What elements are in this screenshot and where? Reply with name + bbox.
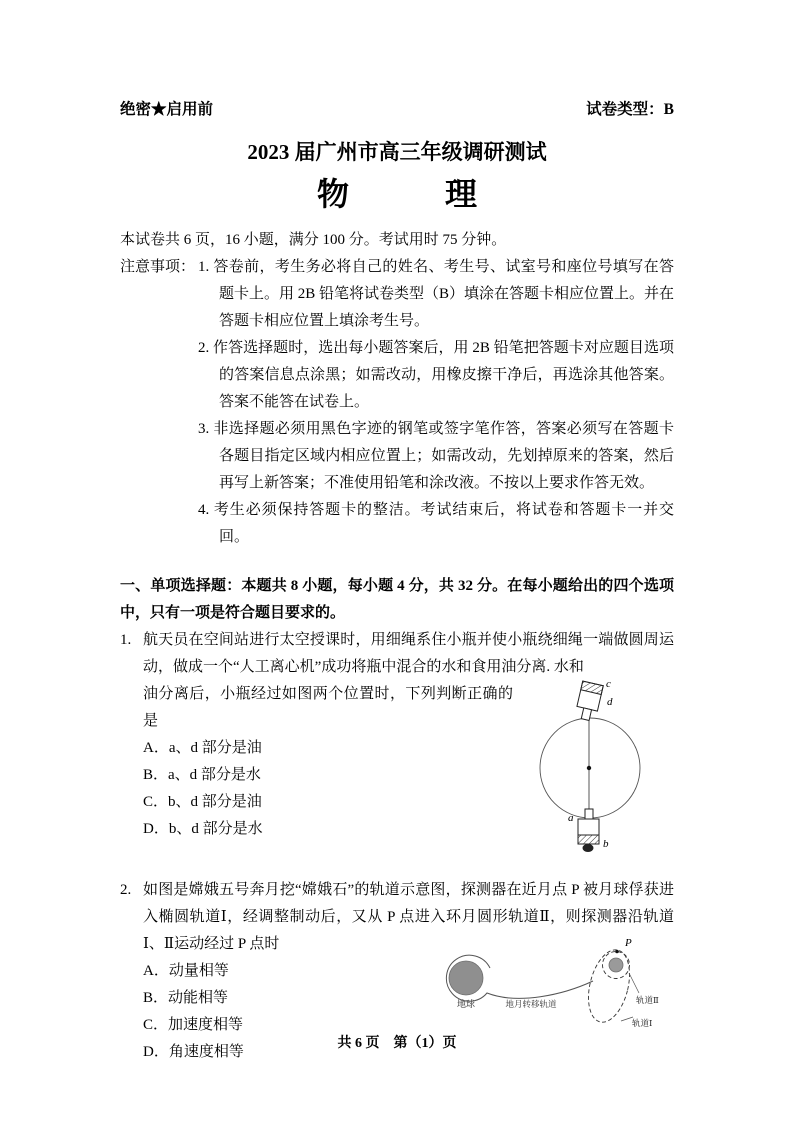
orbit-diagram (433, 933, 668, 1045)
option-c: C．加速度相等 (143, 1017, 244, 1033)
question-1-options (143, 735, 503, 843)
notice-item-3: 3. 非选择题必须用黑色字迹的钢笔或签字笔作答，答案必须写在答题卡各题目指定区域内相应位置上；如需改动，先划掉原来的答案，然后再写上新答案；不准使用铅笔和涂改液。不按以上要求作答无效。 (198, 421, 674, 491)
notice-block (120, 254, 674, 551)
question-1-text-continued: 油分离后，小瓶经过如图两个位置时，下列判断正确的是 (143, 686, 513, 729)
earth-label: 地球 (456, 999, 476, 1009)
bottom-bottle (578, 809, 599, 852)
label-c: c (606, 678, 611, 690)
top-bottle (574, 681, 603, 722)
exam-info-line: 本试卷共 6 页，16 小题，满分 100 分。考试用时 75 分钟。 (120, 232, 507, 248)
centrifuge-figure (524, 671, 674, 865)
subject-title: 物 理 (316, 176, 477, 212)
option-a: A．动量相等 (143, 963, 229, 979)
paper-header (120, 96, 674, 123)
question-1-text: 航天员在空间站进行太空授课时，用细绳系住小瓶并使小瓶绕细绳一端做圆周运动，做成一个“人工离心机”成功将瓶中混合的水和食用油分离. 水和 (143, 632, 674, 675)
option-d: D．角速度相等 (143, 1044, 244, 1060)
page-footer: 共 6 页 第（1）页 (337, 1036, 457, 1051)
transfer-orbit-label: 地月转移轨道 (505, 999, 557, 1009)
orbit-2-label: 轨道Ⅱ (636, 995, 659, 1005)
notice-item-4: 4. 考生必须保持答题卡的整洁。考试结束后，将试卷和答题卡一并交回。 (198, 502, 674, 545)
label-b: b (603, 838, 609, 850)
question-2-number: 2. (120, 882, 132, 898)
point-p-label: P (625, 937, 632, 949)
point-p-dot (615, 950, 619, 954)
notice-items (198, 254, 674, 551)
notice-item-1: 1. 答卷前，考生务必将自己的姓名、考生号、试室号和座位号填写在答题卡上。用 2B 铅笔将试卷类型（B）填涂在答题卡相应位置上。并在答题卡相应位置上填涂考生号。 (198, 259, 675, 329)
classification-label: 绝密★启用前 (120, 101, 214, 118)
notice-label: 注意事项： (120, 259, 196, 275)
notice-item-2: 2. 作答选择题时，选出每小题答案后，用 2B 铅笔把答题卡对应题目选项的答案信息点涂黑；如需改动，用橡皮擦干净后，再选涂其他答案。答案不能答在试卷上。 (198, 340, 674, 410)
option-b: B．动能相等 (143, 990, 229, 1006)
section-heading: 一、单项选择题：本题共 8 小题，每小题 4 分，共 32 分。在每小题给出的四个选项中，只有一项是符合题目要求的。 (120, 578, 674, 621)
question-2-text: 如图是嫦娥五号奔月挖“嫦娥石”的轨道示意图，探测器在近月点 P 被月球俘获进入椭圆轨道Ⅰ，经调整制动后，又从 P 点进入环月圆形轨道Ⅱ，则探测器沿轨道Ⅰ、Ⅱ运动经过 P 点时 (143, 882, 674, 952)
center-dot (587, 766, 591, 770)
paper-type-label: 试卷类型：B (586, 101, 674, 118)
label-d: d (607, 696, 613, 708)
centrifuge-diagram (524, 671, 674, 855)
question-1 (120, 627, 674, 857)
label-a: a (568, 812, 574, 824)
option-a: A．a、d 部分是油 (143, 740, 262, 756)
exam-title: 2023 届广州市高三年级调研测试 (247, 140, 547, 164)
option-d: D．b、d 部分是水 (143, 821, 263, 837)
orbit-1-label: 轨道Ⅰ (632, 1018, 653, 1028)
orbit-2-leader (629, 973, 639, 993)
earth-circle (449, 961, 483, 995)
option-b: B．a、d 部分是水 (143, 767, 261, 783)
orbit-1-ellipse (582, 946, 637, 1027)
moon-circle (609, 958, 623, 972)
option-c: C．b、d 部分是油 (143, 794, 262, 810)
question-1-number: 1. (120, 632, 132, 648)
